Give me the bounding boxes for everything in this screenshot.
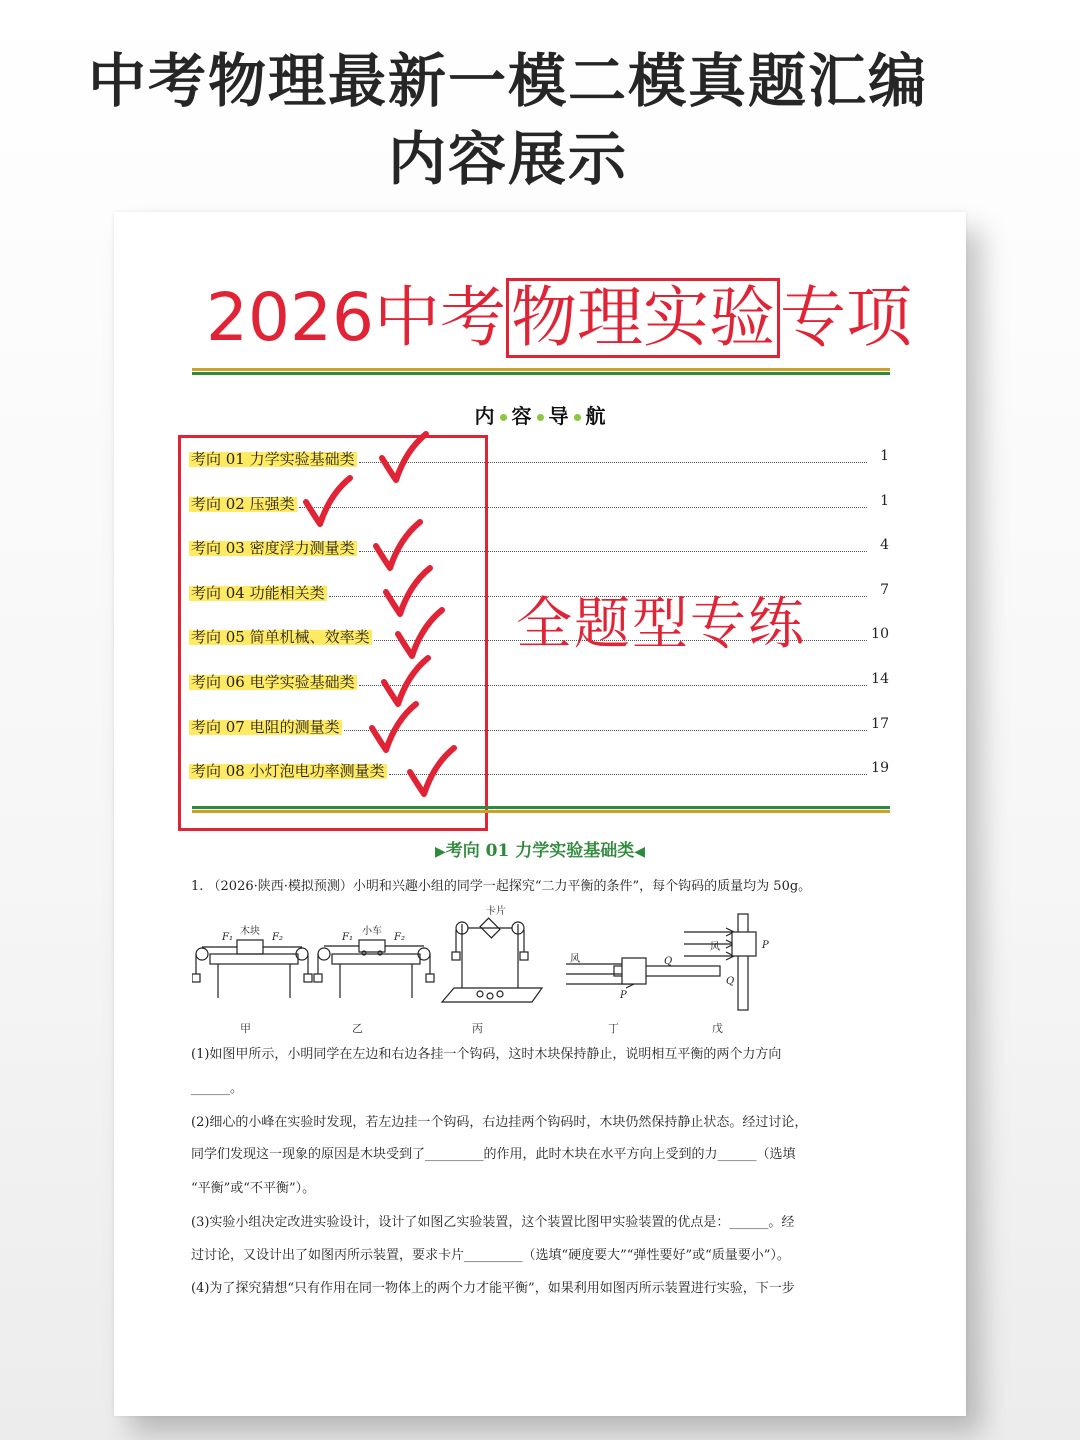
question-line: 过讨论，又设计出了如图丙所示装置，要求卡片_________（选填“硬度要大”“弹性要好”或“质量要小”）。 bbox=[191, 1248, 790, 1263]
figure-caption-bing: 丙 bbox=[472, 1022, 483, 1035]
toc-page-number: 4 bbox=[880, 537, 889, 554]
toc-heading: 内 容 导 航 bbox=[474, 404, 606, 428]
svg-text:F₂: F₂ bbox=[394, 932, 405, 943]
toc-label[interactable]: 考向 07 电阻的测量类 bbox=[191, 717, 340, 736]
checkmark-icon bbox=[376, 522, 420, 568]
headline-line-1: 中考物理最新一模二模真题汇编 bbox=[87, 47, 928, 115]
checkmarks-layer bbox=[114, 212, 966, 832]
question-line: (2)细心的小峰在实验时发现，若左边挂一个钩码，右边挂两个钩码时，木块仍然保持静止状态。经过讨论， bbox=[191, 1115, 808, 1130]
figure-ding bbox=[566, 953, 720, 1001]
toc-bottom-rule bbox=[192, 806, 890, 813]
toc-page-number: 1 bbox=[880, 492, 889, 509]
title-boxed-highlight: 物理实验 bbox=[506, 278, 780, 358]
figure-caption-ding: 丁 bbox=[608, 1022, 619, 1035]
figure-caption-jia: 甲 bbox=[240, 1022, 251, 1035]
figure-yi bbox=[314, 924, 434, 998]
section-right-arrow-icon: ◀ bbox=[634, 844, 646, 860]
svg-text:Q: Q bbox=[726, 976, 735, 987]
question-1-intro: 1. （2026·陕西·模拟预测）小明和兴趣小组的同学一起探究“二力平衡的条件”，每个钩码的质量均为 50g。 bbox=[191, 879, 812, 894]
toc-label[interactable]: 考向 01 力学实验基础类 bbox=[191, 450, 355, 468]
title-suffix: 专项 bbox=[779, 279, 912, 356]
figure-jia bbox=[192, 924, 312, 998]
toc-label[interactable]: 考向 05 简单机械、效率类 bbox=[191, 628, 370, 647]
svg-text:木块: 木块 bbox=[240, 926, 260, 937]
headline-line-2: 内容展示 bbox=[387, 125, 628, 193]
question-line: 同学们发现这一现象的原因是木块受到了_________的作用，此时木块在水平方向上受到的力______（选填 bbox=[191, 1147, 796, 1162]
question-line: (3)实验小组决定改进实验设计，设计了如图乙实验装置，这个装置比图甲实验装置的优点是：______。经 bbox=[191, 1215, 795, 1230]
svg-text:Q: Q bbox=[664, 956, 673, 967]
toc-page-number: 10 bbox=[871, 626, 889, 643]
toc-page-number: 1 bbox=[880, 448, 889, 464]
figure-bing bbox=[442, 904, 542, 1002]
document-page bbox=[114, 212, 966, 1416]
experiment-figures bbox=[192, 902, 792, 1020]
checkmark-icon bbox=[386, 568, 430, 614]
svg-text:风: 风 bbox=[570, 954, 580, 965]
section-heading: ▶考向 01 力学实验基础类◀ bbox=[434, 841, 646, 861]
question-line: ______。 bbox=[191, 1081, 244, 1096]
question-line: (1)如图甲所示，小明同学在左边和右边各挂一个钩码，这时木块保持静止，说明相互平衡的两个力方向 bbox=[191, 1047, 782, 1062]
toc-label[interactable]: 考向 08 小灯泡电功率测量类 bbox=[191, 762, 385, 781]
toc-page-number: 19 bbox=[871, 760, 889, 777]
section-left-arrow-icon: ▶ bbox=[434, 844, 446, 860]
title-prefix: 2026中考 bbox=[206, 279, 506, 356]
svg-text:小车: 小车 bbox=[362, 926, 382, 937]
svg-text:P: P bbox=[620, 990, 627, 1001]
toc-page-number: 14 bbox=[871, 671, 889, 687]
svg-text:F₁: F₁ bbox=[222, 932, 233, 943]
checkmark-icon bbox=[384, 658, 428, 704]
figure-caption-wu: 戊 bbox=[712, 1022, 723, 1035]
svg-text:P: P bbox=[762, 940, 769, 951]
toc-label[interactable]: 考向 03 密度浮力测量类 bbox=[191, 539, 355, 558]
checkmark-icon bbox=[382, 434, 426, 480]
checkmark-icon bbox=[410, 748, 454, 794]
svg-text:F₁: F₁ bbox=[342, 932, 353, 943]
toc-label[interactable]: 考向 04 功能相关类 bbox=[191, 583, 325, 602]
toc-page-number: 7 bbox=[880, 581, 889, 598]
question-line: (4)为了探究猜想“只有作用在同一物体上的两个力才能平衡”，如果利用如图丙所示装置进行实验，下一步 bbox=[191, 1281, 795, 1296]
svg-text:风: 风 bbox=[710, 942, 720, 953]
toc-label[interactable]: 考向 06 电学实验基础类 bbox=[191, 673, 355, 691]
checkmark-icon bbox=[306, 478, 350, 524]
figure-caption-yi: 乙 bbox=[352, 1022, 363, 1035]
svg-text:F₂: F₂ bbox=[272, 932, 283, 943]
question-line: “平衡”或“不平衡”）。 bbox=[191, 1181, 316, 1196]
svg-text:卡片: 卡片 bbox=[486, 906, 506, 917]
checkmark-icon bbox=[398, 610, 442, 656]
stamp-text: 全题型专练 bbox=[516, 592, 806, 657]
figure-wu bbox=[684, 914, 769, 1010]
toc-page-number: 17 bbox=[871, 715, 889, 732]
checkmark-icon bbox=[372, 704, 416, 750]
toc-label[interactable]: 考向 02 压强类 bbox=[191, 494, 295, 513]
